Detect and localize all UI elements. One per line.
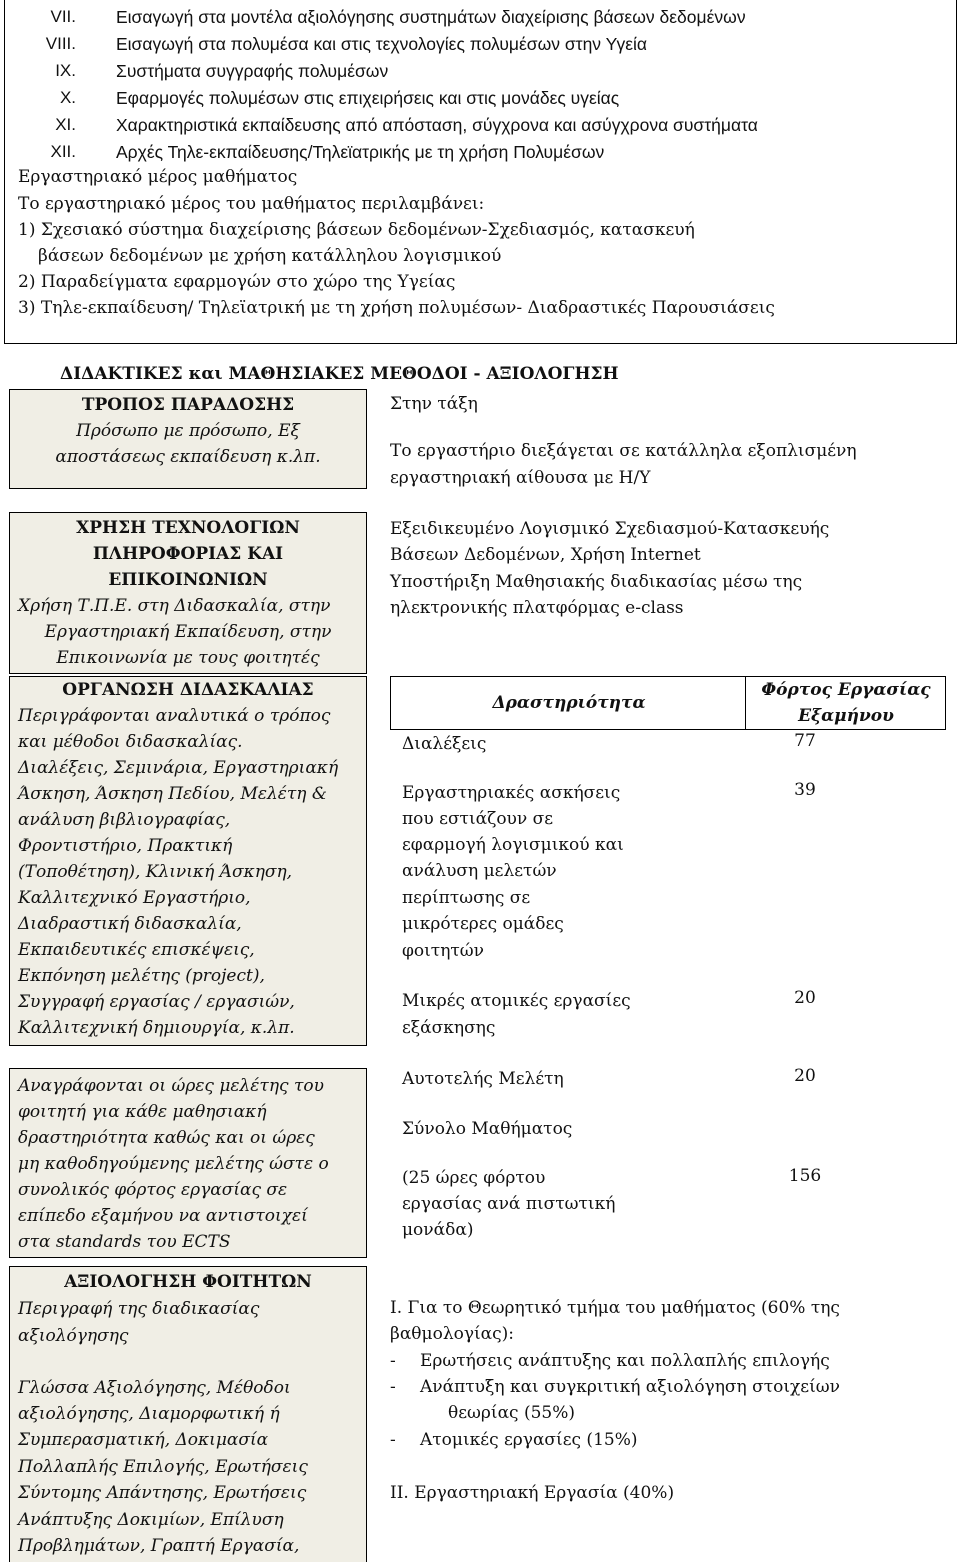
outline-text: Εισαγωγή στα μοντέλα αξιολόγησης συστημάτων διαχείρισης βάσεων δεδομένων [116, 7, 746, 27]
workload-lectures-label: Διαλέξεις [402, 734, 487, 754]
outline-text: Συστήματα συγγραφής πολυμέσων [116, 61, 389, 81]
delivery-value: Στην τάξη [390, 394, 478, 414]
delivery-desc-1: Πρόσωπο με πρόσωπο, Εξ [76, 421, 300, 441]
lab-intro: Το εργαστηριακό μέρος του μαθήματος περιλαμβάνει: [18, 194, 485, 214]
org-label: ΟΡΓΑΝΩΣΗ ΔΙΔΑΣΚΑΛΙΑΣ [62, 680, 314, 700]
assessment-lab-eval: ΙΙ. Εργαστηριακή Εργασία (40%) [390, 1483, 675, 1503]
org-line: Καλλιτεχνική δημιουργία, κ.λπ. [18, 1018, 295, 1038]
org-line: Φροντιστήριο, Πρακτική [18, 836, 233, 856]
workload-lab-line: μικρότερες ομάδες [402, 914, 564, 934]
ict-desc-1: Χρήση Τ.Π.Ε. στη Διδασκαλία, στην [18, 596, 331, 616]
workload-small-line: Μικρές ατομικές εργασίες [402, 991, 631, 1011]
assessment-lang-line: Προβλημάτων, Γραπτή Εργασία, [18, 1536, 300, 1556]
outline-text: Αρχές Τηλε-εκπαίδευσης/Τηλεϊατρικής με τη χρήση Πολυμέσων [116, 142, 605, 162]
org-hours-line: επίπεδο εξαμήνου να αντιστοιχεί [18, 1206, 308, 1226]
org-hours-cell [9, 1068, 367, 1258]
workload-small-line: εξάσκησης [402, 1018, 496, 1038]
assessment-desc-1: Περιγραφή της διαδικασίας [18, 1299, 260, 1319]
org-hours-line: μη καθοδηγούμενης μελέτης ώστε ο [18, 1154, 329, 1174]
workload-self-value: 20 [794, 1066, 816, 1086]
org-hours-line: δραστηριότητα καθώς και οι ώρες [18, 1128, 315, 1148]
assessment-lang-line: Συμπερασματική, Δοκιμασία [18, 1430, 269, 1450]
outline-number: X. [59, 88, 76, 107]
delivery-desc-2: αποστάσεως εκπαίδευση κ.λπ. [55, 447, 321, 467]
outline-text: Εφαρμογές πολυμέσων στις επιχειρήσεις και στις μονάδες υγείας [116, 88, 620, 108]
org-line: Διαδραστική διδασκαλία, [18, 914, 242, 934]
ict-label-1: ΧΡΗΣΗ ΤΕΧΝΟΛΟΓΙΩΝ [76, 518, 300, 538]
workload-col-load-2: Εξαμήνου [798, 706, 894, 726]
assessment-theory-2: βαθμολογίας): [390, 1324, 515, 1344]
ict-desc-3: Επικοινωνία με τους φοιτητές [56, 648, 320, 668]
outline-number: XII. [50, 142, 76, 161]
workload-lab-line: Εργαστηριακές ασκήσεις [402, 783, 621, 803]
ict-value-1: Εξειδικευμένο Λογισμικό Σχεδιασμού-Κατασκευής [390, 519, 830, 539]
assessment-bullet-3: Ατομικές εργασίες (15%) [420, 1430, 638, 1450]
workload-col-load-1: Φόρτος Εργασίας [761, 680, 931, 700]
workload-lectures-value: 77 [794, 731, 816, 751]
org-label-cell [9, 676, 367, 1046]
org-line: Διαλέξεις, Σεμινάρια, Εργαστηριακή [18, 758, 339, 778]
assessment-bullet-1: Ερωτήσεις ανάπτυξης και πολλαπλής επιλογής [420, 1351, 830, 1371]
workload-col-activity: Δραστηριότητα [492, 693, 646, 713]
ict-value-4: ηλεκτρονικής πλατφόρμας e-class [390, 598, 684, 618]
workload-total-line: μονάδα) [402, 1220, 474, 1240]
assessment-desc-2: αξιολόγησης [18, 1326, 129, 1346]
workload-lab-line: εφαρμογή λογισμικού και [402, 835, 624, 855]
methods-title: ΔΙΔΑΚΤΙΚΕΣ και ΜΑΘΗΣΙΑΚΕΣ ΜΕΘΟΔΟΙ - ΑΞΙΟΛΟΓΗΣΗ [60, 364, 619, 384]
assessment-bullet-dash: - [390, 1430, 396, 1450]
assessment-lang-line: Σύντομης Απάντησης, Ερωτήσεις [18, 1483, 307, 1503]
org-line: Άσκηση, Άσκηση Πεδίου, Μελέτη & [18, 784, 327, 804]
workload-lab-line: ανάλυση μελετών [402, 861, 557, 881]
org-line: Συγγραφή εργασίας / εργασιών, [18, 992, 295, 1012]
workload-header-row [390, 676, 946, 730]
org-line: Περιγράφονται αναλυτικά ο τρόπος [18, 706, 331, 726]
assessment-lang-line: Ανάπτυξης Δοκιμίων, Επίλυση [18, 1510, 284, 1530]
workload-small-value: 20 [794, 988, 816, 1008]
org-line: (Τοποθέτηση), Κλινική Άσκηση, [18, 862, 293, 882]
ict-label-3: ΕΠΙΚΟΙΝΩΝΙΩΝ [108, 570, 268, 590]
assessment-bullet-2: Ανάπτυξη και συγκριτική αξιολόγηση στοιχείων [420, 1377, 840, 1397]
outline-number: VII. [50, 7, 76, 26]
outline-number: XI. [55, 115, 76, 134]
org-hours-line: φοιτητή για κάθε μαθησιακή [18, 1102, 267, 1122]
org-line: και μέθοδοι διδασκαλίας. [18, 732, 243, 752]
ict-desc-2: Εργαστηριακή Εκπαίδευση, στην [44, 622, 332, 642]
workload-total-value: 156 [788, 1166, 822, 1186]
ict-label-cell [9, 512, 367, 674]
delivery-detail-2: εργαστηριακή αίθουσα με Η/Υ [390, 468, 651, 488]
workload-lab-line: περίπτωσης σε [402, 888, 531, 908]
outline-number: VIII. [45, 34, 76, 53]
org-hours-line: στα standards του ECTS [18, 1232, 231, 1252]
assessment-lang-line: αξιολόγησης, Διαμορφωτική ή [18, 1404, 280, 1424]
lab-item-3: 3) Τηλε-εκπαίδευση/ Τηλεϊατρική με τη χρήση πολυμέσων- Διαδραστικές Παρουσιάσεις [18, 298, 775, 318]
assessment-theory-1: Ι. Για το Θεωρητικό τμήμα του μαθήματος (60% της [390, 1298, 840, 1318]
org-hours-line: Αναγράφονται οι ώρες μελέτης του [18, 1076, 324, 1096]
ict-value-2: Βάσεων Δεδομένων, Χρήση Internet [390, 545, 701, 565]
workload-total-line: εργασίας ανά πιστωτική [402, 1194, 616, 1214]
outline-text: Χαρακτηριστικά εκπαίδευσης από απόσταση, σύγχρονα και ασύγχρονα συστήματα [116, 115, 758, 135]
lab-item-2: 2) Παραδείγματα εφαρμογών στο χώρο της Υγείας [18, 272, 456, 292]
assessment-label: ΑΞΙΟΛΟΓΗΣΗ ΦΟΙΤΗΤΩΝ [64, 1272, 312, 1292]
ict-value-3: Υποστήριξη Μαθησιακής διαδικασίας μέσω της [390, 572, 803, 592]
org-line: ανάλυση βιβλιογραφίας, [18, 810, 231, 830]
assessment-label-cell [9, 1266, 367, 1562]
lab-heading: Εργαστηριακό μέρος μαθήματος [18, 167, 298, 187]
assessment-lang-line: Γλώσσα Αξιολόγησης, Μέθοδοι [18, 1378, 291, 1398]
workload-total-line: (25 ώρες φόρτου [402, 1168, 546, 1188]
outline-number: IX. [55, 61, 76, 80]
workload-lab-line: φοιτητών [402, 941, 484, 961]
org-hours-line: συνολικός φόρτος εργασίας σε [18, 1180, 288, 1200]
delivery-label: ΤΡΟΠΟΣ ΠΑΡΑΔΟΣΗΣ [81, 395, 295, 415]
assessment-lang-line: Πολλαπλής Επιλογής, Ερωτήσεις [18, 1457, 308, 1477]
workload-self-label: Αυτοτελής Μελέτη [402, 1069, 564, 1089]
org-line: Καλλιτεχνικό Εργαστήριο, [18, 888, 251, 908]
outline-text: Εισαγωγή στα πολυμέσα και στις τεχνολογίες πολυμέσων στην Υγεία [116, 34, 647, 54]
org-line: Εκπαιδευτικές επισκέψεις, [18, 940, 255, 960]
ict-label-2: ΠΛΗΡΟΦΟΡΙΑΣ ΚΑΙ [92, 544, 284, 564]
delivery-detail-1: Το εργαστήριο διεξάγεται σε κατάλληλα εξοπλισμένη [390, 441, 857, 461]
assessment-bullet-2-cont: θεωρίας (55%) [448, 1403, 576, 1423]
lab-item-1: 1) Σχεσιακό σύστημα διαχείρισης βάσεων δεδομένων-Σχεδιασμός, κατασκευή [18, 220, 695, 240]
workload-lab-value: 39 [794, 780, 816, 800]
org-line: Εκπόνηση μελέτης (project), [18, 966, 265, 986]
assessment-bullet-dash: - [390, 1377, 396, 1397]
lab-item-1-cont: βάσεων δεδομένων με χρήση κατάλληλου λογισμικού [38, 246, 502, 266]
assessment-bullet-dash: - [390, 1351, 396, 1371]
delivery-label-cell [9, 389, 367, 489]
workload-lab-line: που εστιάζουν σε [402, 809, 554, 829]
workload-total-label: Σύνολο Μαθήματος [402, 1119, 573, 1139]
